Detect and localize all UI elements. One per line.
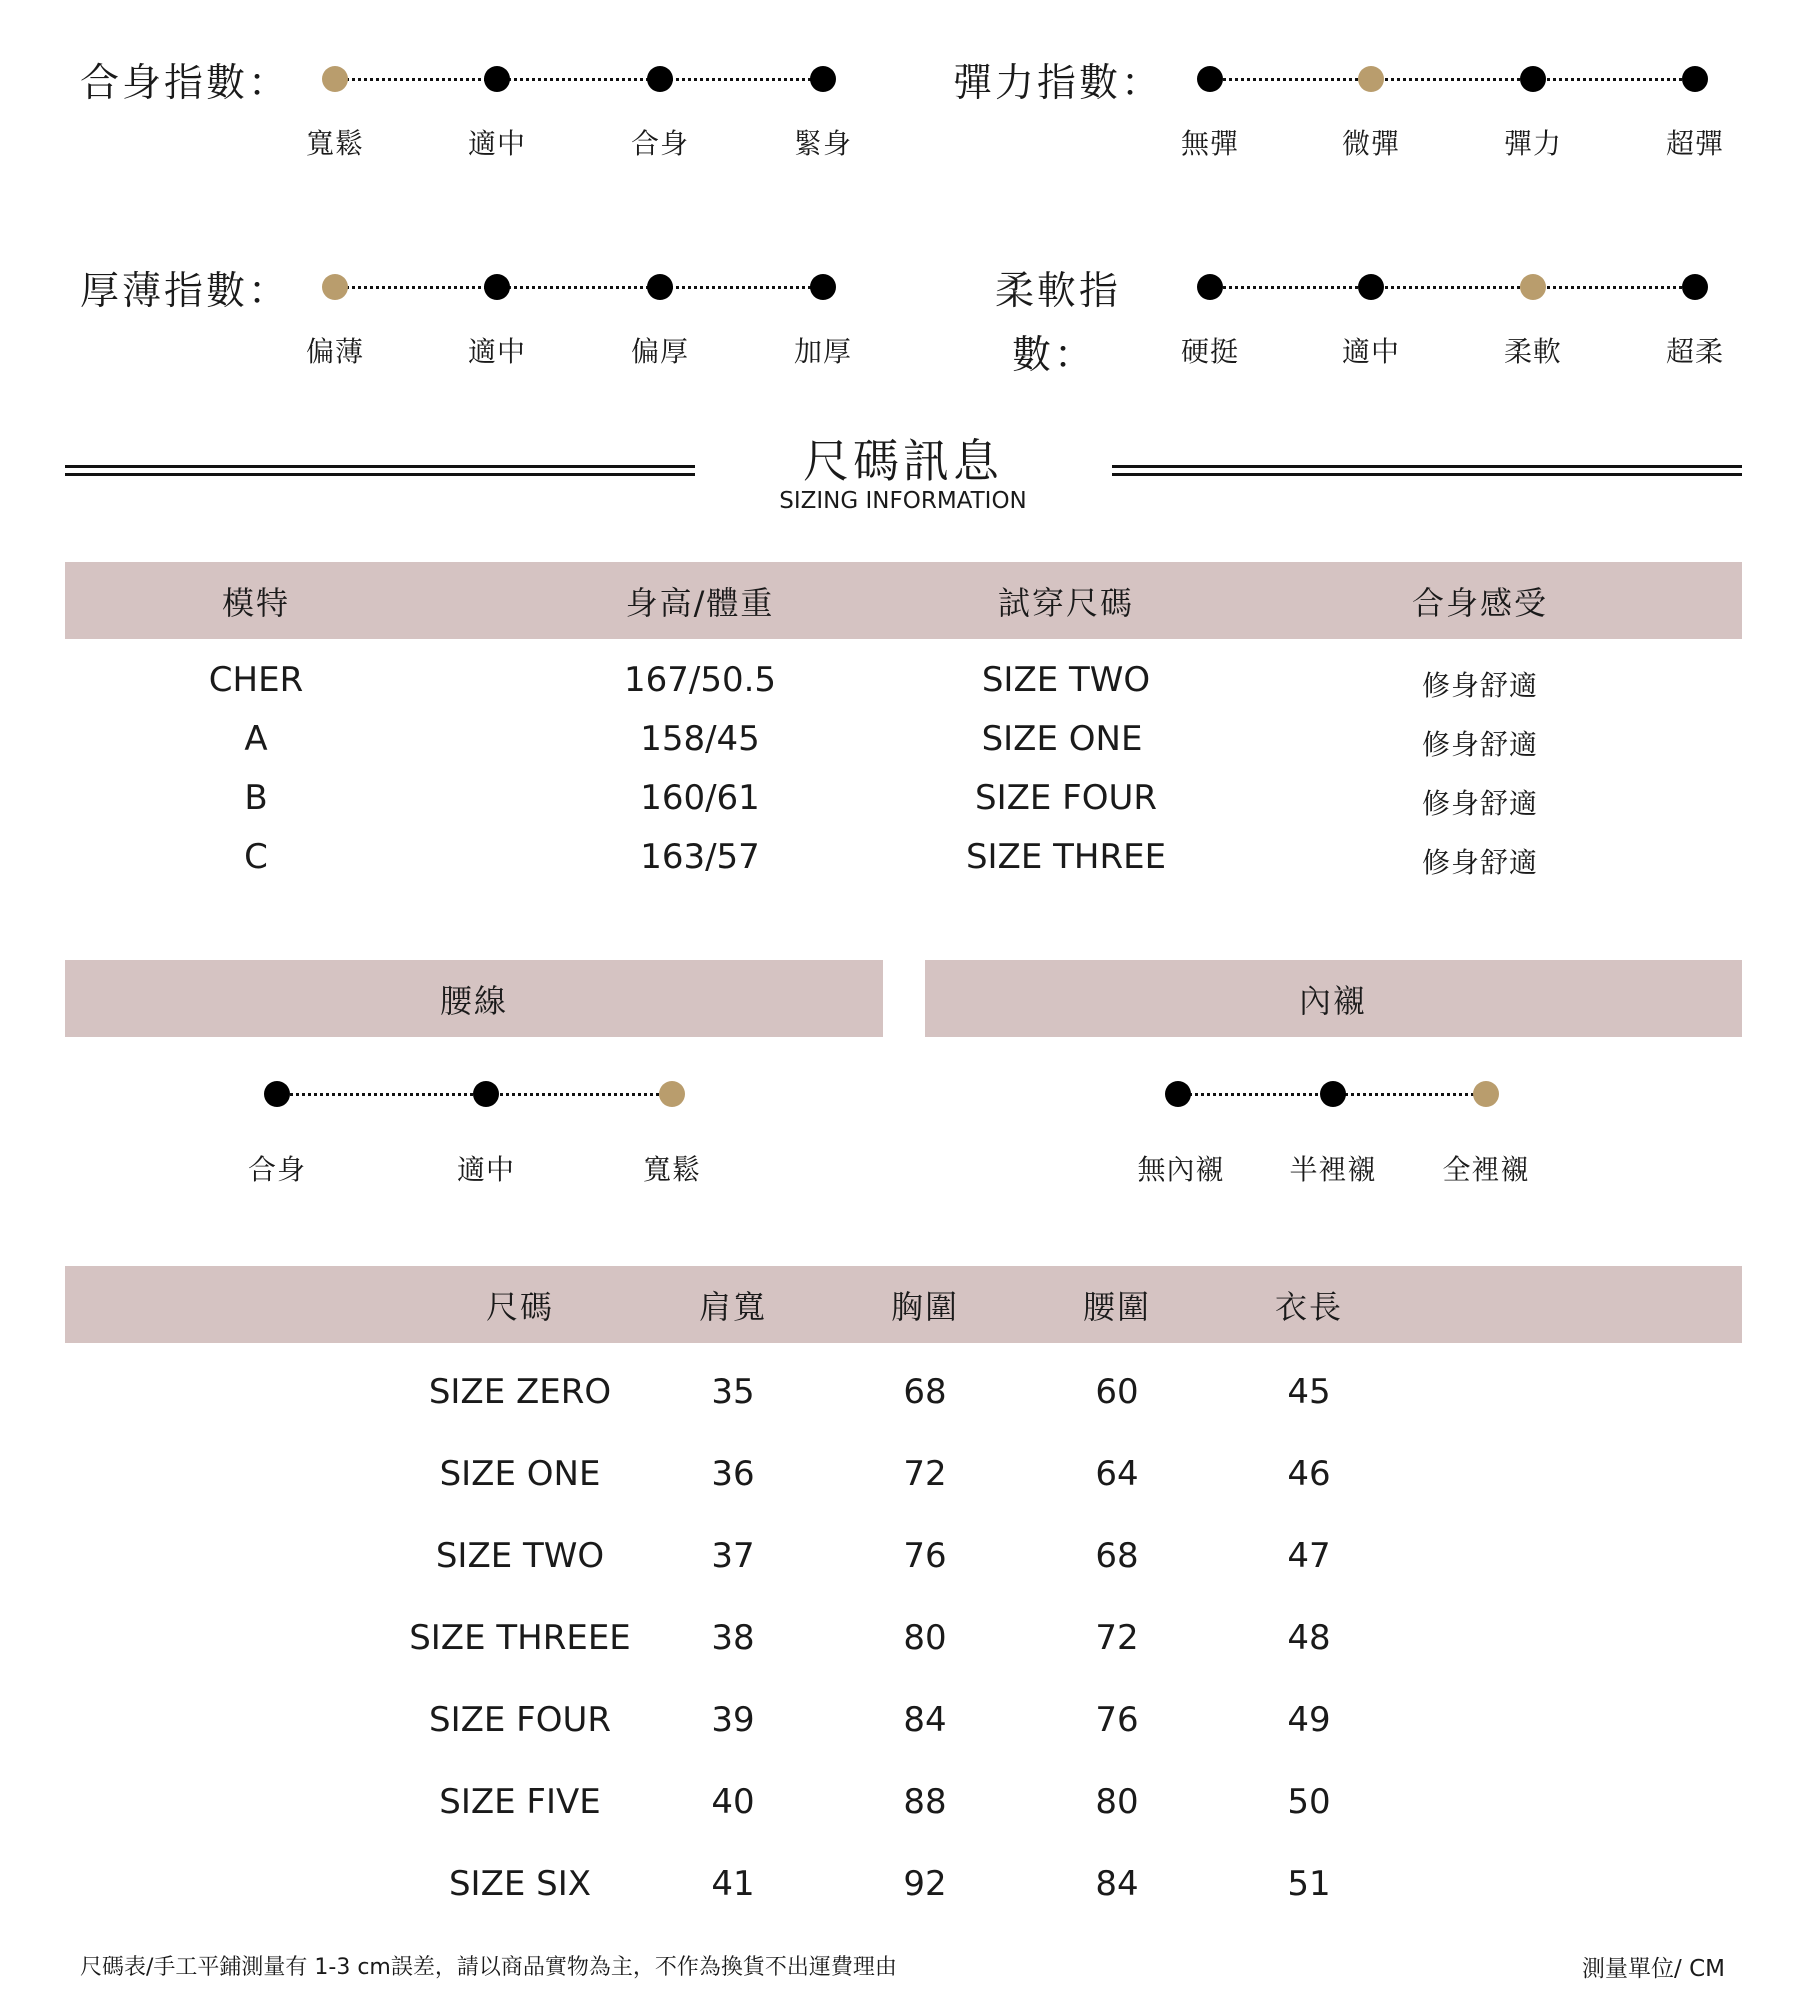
model-header-fit: 合身感受 [1411, 584, 1549, 622]
size-length: 50 [1287, 1782, 1331, 1822]
thickness-option: 加厚 [793, 335, 853, 368]
size-shoulder: 39 [711, 1700, 755, 1740]
lining-dot-2 [1473, 1081, 1499, 1107]
size-bust: 88 [903, 1782, 947, 1822]
size-header-length: 衣長 [1274, 1288, 1344, 1326]
model-header-size: 試穿尺碼 [997, 584, 1135, 622]
model-height-weight: 158/45 [640, 719, 760, 759]
fit-dot-1 [484, 66, 510, 92]
stretch-dot-0 [1197, 66, 1223, 92]
softness-option: 超柔 [1665, 335, 1725, 368]
softness-option: 柔軟 [1503, 335, 1563, 368]
model-size: SIZE FOUR [974, 778, 1158, 818]
size-shoulder: 38 [711, 1618, 755, 1658]
model-name: B [244, 778, 268, 818]
footer-note: 尺碼表/手工平鋪測量有 1-3 cm誤差，請以商品實物為主，不作為換貨不出運費理由 [80, 1955, 897, 1980]
lining-option: 全裡襯 [1442, 1153, 1530, 1186]
model-fit: 修身舒適 [1421, 669, 1539, 702]
model-header-height-weight: 身高/體重 [625, 584, 775, 622]
footer-unit: 測量單位/ CM [1582, 1956, 1725, 1982]
size-name: SIZE FIVE [439, 1782, 601, 1822]
size-bust: 76 [903, 1536, 947, 1576]
thickness-dot-3 [810, 274, 836, 300]
softness-dot-1 [1358, 274, 1384, 300]
size-waist: 68 [1095, 1536, 1139, 1576]
softness-index-title-line2: 數： [1012, 333, 1097, 378]
size-name: SIZE SIX [448, 1864, 592, 1904]
section-title: 尺碼訊息 [803, 434, 1003, 488]
stretch-option: 彈力 [1503, 127, 1563, 160]
size-waist: 76 [1095, 1700, 1139, 1740]
thickness-dot-0 [322, 274, 348, 300]
softness-dot-3 [1682, 274, 1708, 300]
model-height-weight: 167/50.5 [623, 660, 777, 700]
thickness-index-title: 厚薄指數： [80, 269, 291, 314]
stretch-dot-1 [1358, 66, 1384, 92]
model-name: C [244, 837, 268, 877]
model-name: A [244, 719, 268, 759]
stretch-dot-3 [1682, 66, 1708, 92]
size-length: 46 [1287, 1454, 1331, 1494]
model-size: SIZE TWO [981, 660, 1151, 700]
waist-title: 腰線 [439, 982, 509, 1020]
size-header-size: 尺碼 [485, 1288, 555, 1326]
thickness-option: 適中 [467, 335, 527, 368]
lining-dot-0 [1165, 1081, 1191, 1107]
fit-dot-0 [322, 66, 348, 92]
softness-option: 適中 [1341, 335, 1401, 368]
size-length: 45 [1287, 1372, 1331, 1412]
softness-dot-0 [1197, 274, 1223, 300]
size-name: SIZE TWO [435, 1536, 605, 1576]
lining-dot-1 [1320, 1081, 1346, 1107]
size-shoulder: 41 [711, 1864, 755, 1904]
model-size: SIZE ONE [981, 719, 1143, 759]
size-shoulder: 37 [711, 1536, 755, 1576]
waist-option: 適中 [456, 1153, 516, 1186]
size-shoulder: 36 [711, 1454, 755, 1494]
stretch-index-title: 彈力指數： [953, 61, 1164, 106]
fit-option: 合身 [630, 127, 690, 160]
size-length: 51 [1287, 1864, 1331, 1904]
fit-option: 緊身 [793, 127, 853, 160]
softness-dot-2 [1520, 274, 1546, 300]
size-header-waist: 腰圍 [1082, 1288, 1152, 1326]
size-shoulder: 40 [711, 1782, 755, 1822]
model-fit: 修身舒適 [1421, 787, 1539, 820]
size-bust: 92 [903, 1864, 947, 1904]
waist-option: 寬鬆 [642, 1153, 702, 1186]
model-fit: 修身舒適 [1421, 846, 1539, 879]
fit-option: 寬鬆 [305, 127, 365, 160]
model-height-weight: 160/61 [640, 778, 760, 818]
stretch-option: 無彈 [1180, 127, 1240, 160]
fit-dot-3 [810, 66, 836, 92]
waist-dot-1 [473, 1081, 499, 1107]
model-size: SIZE THREE [965, 837, 1167, 877]
size-bust: 68 [903, 1372, 947, 1412]
size-name: SIZE THREEE [409, 1618, 631, 1658]
size-bust: 72 [903, 1454, 947, 1494]
lining-option: 半裡襯 [1289, 1153, 1377, 1186]
size-length: 49 [1287, 1700, 1331, 1740]
model-fit: 修身舒適 [1421, 728, 1539, 761]
thickness-dot-1 [484, 274, 510, 300]
size-length: 48 [1287, 1618, 1331, 1658]
stretch-dot-2 [1520, 66, 1546, 92]
size-name: SIZE FOUR [428, 1700, 612, 1740]
stretch-option: 超彈 [1665, 127, 1725, 160]
stretch-option: 微彈 [1341, 127, 1401, 160]
size-waist: 60 [1095, 1372, 1139, 1412]
size-name: SIZE ZERO [428, 1372, 612, 1412]
waist-dot-0 [264, 1081, 290, 1107]
size-waist: 72 [1095, 1618, 1139, 1658]
thickness-dot-2 [647, 274, 673, 300]
size-header-shoulder: 肩寬 [698, 1288, 768, 1326]
softness-index-title-line1: 柔軟指 [995, 269, 1122, 314]
size-waist: 84 [1095, 1864, 1139, 1904]
waist-option: 合身 [247, 1153, 307, 1186]
model-header-model: 模特 [221, 584, 291, 622]
size-shoulder: 35 [711, 1372, 755, 1412]
fit-index-title: 合身指數： [80, 61, 291, 106]
section-subtitle: SIZING INFORMATION [779, 488, 1027, 514]
size-waist: 64 [1095, 1454, 1139, 1494]
size-header-bust: 胸圍 [890, 1288, 960, 1326]
thickness-option: 偏薄 [305, 335, 365, 368]
fit-dot-2 [647, 66, 673, 92]
lining-title: 內襯 [1298, 982, 1368, 1020]
model-name: CHER [208, 660, 304, 700]
model-height-weight: 163/57 [640, 837, 760, 877]
lining-option: 無內襯 [1137, 1153, 1225, 1186]
fit-option: 適中 [467, 127, 527, 160]
size-bust: 84 [903, 1700, 947, 1740]
size-length: 47 [1287, 1536, 1331, 1576]
size-waist: 80 [1095, 1782, 1139, 1822]
waist-dot-2 [659, 1081, 685, 1107]
size-bust: 80 [903, 1618, 947, 1658]
softness-option: 硬挺 [1180, 335, 1240, 368]
size-name: SIZE ONE [439, 1454, 601, 1494]
thickness-option: 偏厚 [630, 335, 690, 368]
